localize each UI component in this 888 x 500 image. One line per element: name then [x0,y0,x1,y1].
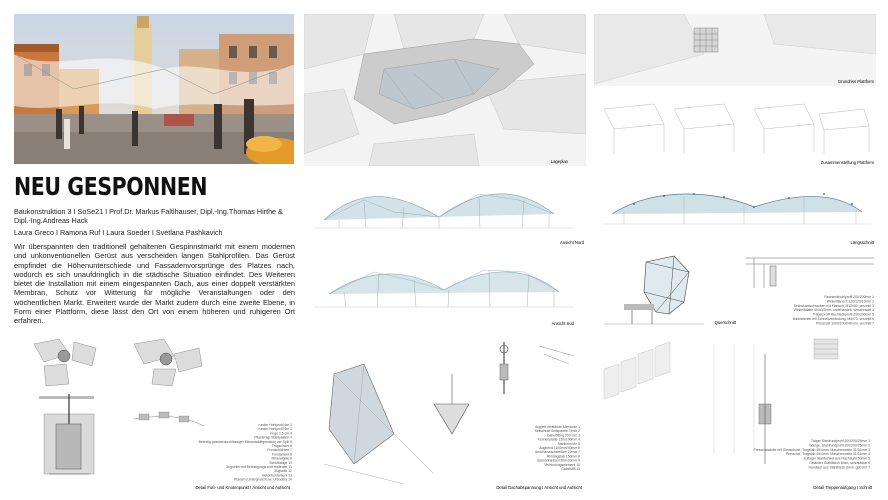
caption-ansicht-nord: Ansicht Nord [560,240,584,245]
project-description: Wir überspannten den traditionell gehaltenen Gespinnstmarkt mit einem modernen und unkonventionellen Gerüst aus verscheiden langen Stahlprofilen. Das Gerüst empfindet die Höhenunterschiede und Fassadenvorsprünge des Platzes nach, wodurch es sich unaufdringlich in die städtische Situation einfindet. Des Weiteren bietet die Installation mit einem eingespannten Dach, aus einer doppelt verstärkten Membran, Schutz vor Witterung für mögliche Veranstaltungen oder den wöchentlichen Markt. Erweitert wurde der Markt zudem durch eine zweite Ebene, in Form einer Plattform, diese lässt den Ort von einem höheren und ruhigeren Ort erfahren. [14,242,295,326]
caption-ansicht-sued: Ansicht Süd [551,321,574,326]
south-elevation-drawing [304,252,586,332]
legend-item: Fuge 1,5 cm 3 [270,431,292,436]
detail-foot-drawing [14,334,298,494]
legend-item: runder Hohlprofil 6m 1 [258,423,292,427]
legend-item: Planum (Untergrund bzw. Urboden) 14 [233,477,292,482]
legend-item: Kennenplatte 120x100mm 4 [537,437,580,442]
legend-item: doppelt verstärkte Membran 1 [534,425,580,429]
legend-item: Abhängstab 150mm 8 [546,454,580,459]
north-elevation-drawing [304,172,586,250]
caption-querschnitt: Querschnitt [714,320,736,325]
legend-item: Winkelflansch 120/120/10mm 2 [826,299,874,304]
querschnitt-legend [793,295,874,325]
legend-item: Gabelstift 11 [561,467,580,471]
legend-item: Seilschnitt Seilspanbe 7/mm 2 [534,429,580,434]
legend-item: Pressrost 1000/1000/40mm, verzinkt 7 [815,321,874,326]
project-title: NEU GESPONNEN [14,172,208,201]
legend-item: runder Hohlprofil 6m 2 [258,427,292,432]
legend-item: Rechteckhohlprofil 200/200mm 1 [824,295,874,299]
legend-item: Halbrahmen mit Schnellverbindung, M8x70, verzinkt 6 [792,317,874,321]
course-info: Baukonstruktion 3 I SoSe21 I Prof.Dr. Markus Faltlhauser, Dipl.-Ing.Thomas Hirthe & Dipl.-Ing.Andreas Hack [14,207,283,225]
caption-grundriss: Grundriss Plattform [837,79,874,84]
legend-item: Mineralgüte 9 [271,456,292,461]
cross-section-drawing [594,252,876,332]
legend-item: Fundament 8 [272,452,292,457]
detail-roof-drawing [304,334,586,494]
site-plan-drawing [304,14,586,166]
caption-detail-treppe: Detail Treppenaufgang I Schnitt [813,485,872,490]
caption-detail-dach: Detail Dachabspannung I Ansicht und Aufsicht [496,485,582,490]
legend-item: Sechskantschrauben mit Flansch, M12x50, verzinkt 3 [793,303,874,308]
authors: Laura Greco I Ramona Ruf I Laura Soeder I Svetlana Pashkavich [14,228,223,237]
legend-item: Zugseiler mit Befestigungs und Halteufer 11 [226,465,292,469]
legend-item: Zugseile 12 [274,469,292,474]
legend-item: Pressrostatutfe mit Gleitschutzl, Tragstab 45/4mm, Maschenweite 31/31mm 3 [753,447,870,452]
legend-item: Schüttlänge 10 [269,460,292,465]
caption-lageplan: Lageplan [550,159,568,164]
legend-item: Betonfundament 13 [262,473,292,478]
legend-item: Gabelfitting 200 mm 3 [546,433,580,438]
detail-stair-drawing [594,334,876,494]
legend-item: Pressrost, Tragstab 45/4mm, Maschenweite 31/31mm 4 [785,452,870,457]
legend-item: Befestig (wasserdurchlässiger Mineralstoffgemisch) ver Split 5 [198,439,292,444]
legend-item: Augbend 1100mm/40mm 6 [539,446,580,450]
legend-item: Handlauf aus Stahlblech 6mm, gebohrt 7 [808,465,870,470]
platform-plan-drawing [594,14,876,166]
legend-item: Anschlussschweißen 22mm 7 [535,450,580,455]
legend-item: Frostschichten 7 [267,448,292,453]
legend-item: Träger Stahlrundprofil 200/200/25mm 1 [810,439,870,443]
legend-item: Stahlrohr/ohr 5 [557,441,580,446]
caption-detail-fuss: Detail Fuß- und Knotenpunkt I Ansicht und Aufsicht [195,485,290,490]
legend-item: Wange, Stahlrundprofil 200/200/25mm 2 [809,443,870,448]
market-render-photo [14,14,294,164]
fuss-legend [199,423,293,482]
legend-item: Geländer Stahlblech 6mm, schraubbar 6 [809,461,870,465]
longitudinal-section-drawing [594,172,876,250]
caption-laengsschnitt: Längsschnitt [850,240,874,245]
legend-item: Zuflager Stahlwinkel aus Flachstahl 50mm 5 [803,456,870,461]
legend-item: Tragschicht 6 [271,444,292,448]
legend-item: Winkelfalatte 40/40/2mm, unbehandelt, verschraubt 4 [793,308,874,313]
legend-item: Spanndrahtseil 200x20mm 9 [536,458,580,463]
legend-item: Pflastertyp Stahlplatten 4 [254,435,292,440]
legend-item: Verbindungselement 10 [544,462,580,467]
dach-legend [535,425,581,471]
caption-zusammenstellung: Zusammenstellung Plattform [820,160,874,165]
treppe-legend [754,439,871,469]
legend-item: Trägerprofil Rechteckprofil 200/200mm 5 [812,312,874,317]
